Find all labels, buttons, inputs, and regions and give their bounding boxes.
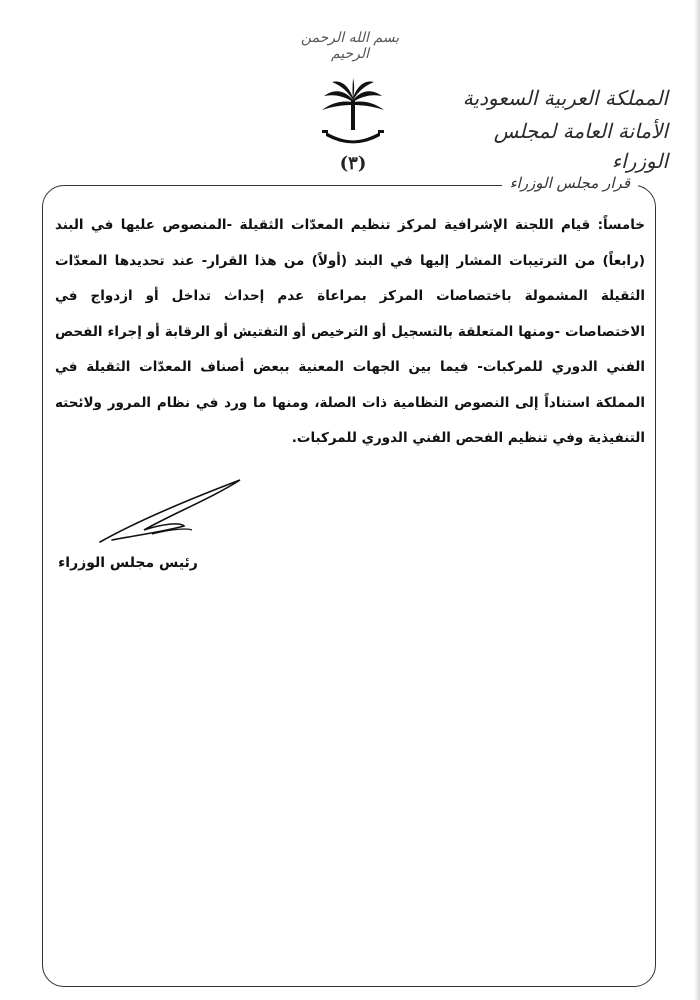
basmala-calligraphy: بسم الله الرحمن الرحيم (300, 30, 400, 62)
page-edge-shadow (694, 0, 700, 1000)
saudi-emblem-icon (318, 78, 388, 158)
kingdom-name: المملكة العربية السعودية (462, 86, 668, 110)
signatory-title: رئيس مجلس الوزراء (58, 555, 198, 571)
decision-paragraph: خامساً: قيام اللجنة الإشرافية لمركز تنظيم المعدّات الثقيلة -المنصوص عليها في البند (رابعاً) من الترتيبات المشار إليها في البند (أولاً) من هذا القرار- عند تحديدها المعدّات الثقيلة المشمولة باختصاصات المركز بمراعاة عدم إحداث تداخل أو ازدواج في الاختصاصات -ومنها المتعلقة بالتسجيل أو الترخيص أو التفتيش أو الرقابة أو إجراء الفحص الفني الدوري للمركبات- فيما بين الجهات المعنية ببعض أصناف المعدّات الثقيلة في المملكة استناداً إلى النصوص النظامية ذات الصلة، ومنها ما ورد في نظام المرور ولائحته التنفيذية وفي تنظيم الفحص الفني الدوري للمركبات. (55, 217, 645, 446)
page-number: (٣) (339, 153, 367, 174)
handwritten-signature (92, 474, 252, 554)
frame-label: قرار مجلس الوزراء (502, 174, 638, 192)
letterhead (448, 84, 668, 176)
secretariat-name: الأمانة العامة لمجلس الوزراء (493, 119, 668, 173)
